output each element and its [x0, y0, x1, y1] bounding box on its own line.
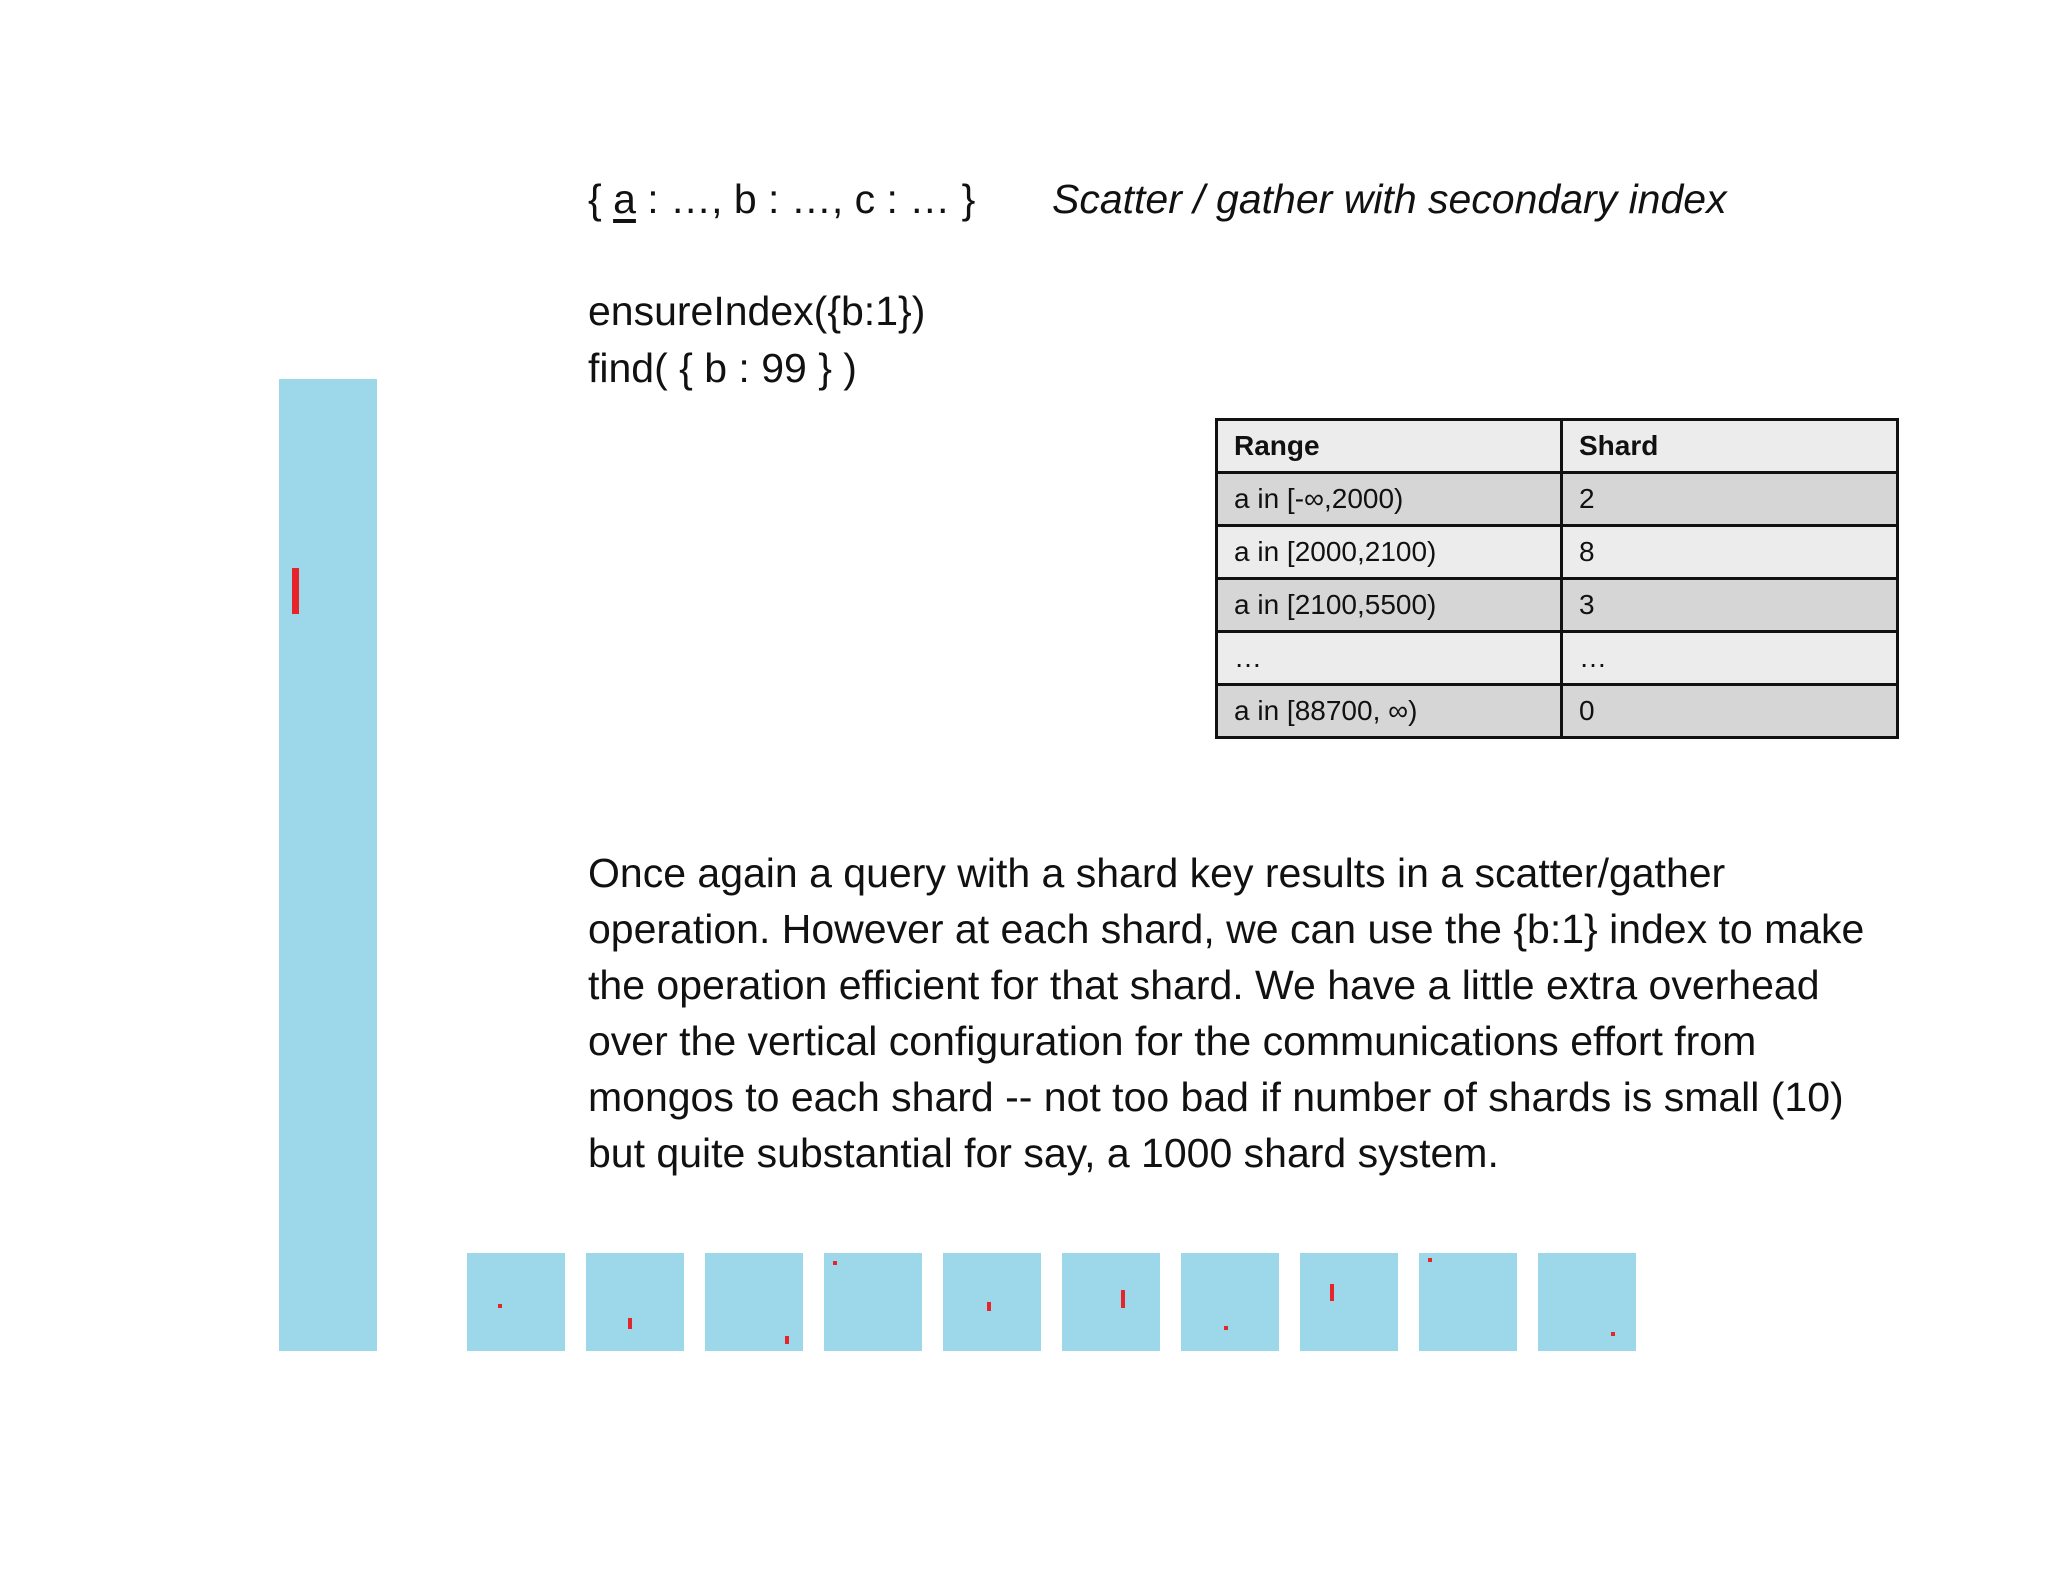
slide-title: Scatter / gather with secondary index	[1052, 176, 1727, 222]
schema-open: {	[588, 176, 614, 222]
shard-block-3	[705, 1253, 803, 1351]
matching-record-mark	[1428, 1258, 1432, 1262]
matching-record-mark	[1121, 1290, 1125, 1308]
table-row	[1217, 685, 1898, 738]
matching-record-mark	[987, 1302, 991, 1311]
matching-record-mark	[833, 1261, 837, 1265]
range-column-header: Range	[1217, 420, 1562, 473]
shard-block-2	[586, 1253, 684, 1351]
explanation-text: Once again a query with a shard key results in a scatter/gather operation. However at each shard, we can use the {b:1} index to make the operation efficient for that shard. We have a little extra overhead over the vertical configuration for the communications effort from mongos to each shard -- not too bad if number of shards is small (10) but quite substantial for say, a 1000 shard system.	[588, 850, 1865, 1176]
range-cell: a in [2100,5500)	[1217, 579, 1562, 632]
range-cell: a in [88700, ∞)	[1217, 685, 1562, 738]
shard-block-9	[1419, 1253, 1517, 1351]
matching-record-mark	[628, 1318, 632, 1329]
vertical-server-block	[279, 379, 377, 1351]
matching-record-mark	[785, 1336, 789, 1344]
shard-block-5	[943, 1253, 1041, 1351]
table-row	[1217, 632, 1898, 685]
ensure-index-code: ensureIndex({b:1})	[588, 288, 926, 334]
range-cell: …	[1217, 632, 1562, 685]
table-header-row	[1217, 420, 1898, 473]
matching-record-mark	[498, 1304, 502, 1308]
shard-cell: 8	[1562, 526, 1898, 579]
shard-range-table	[1215, 418, 1899, 739]
matching-record-mark	[292, 568, 299, 614]
table-row	[1217, 526, 1898, 579]
shard-cell: 2	[1562, 473, 1898, 526]
schema-rest: : …, b : …, c : … }	[635, 176, 976, 222]
shard-block-7	[1181, 1253, 1279, 1351]
shard-column-header: Shard	[1562, 420, 1898, 473]
matching-record-mark	[1611, 1332, 1615, 1336]
shard-cell: …	[1562, 632, 1898, 685]
range-cell: a in [2000,2100)	[1217, 526, 1562, 579]
find-query-code: find( { b : 99 } )	[588, 345, 857, 391]
shard-cell: 3	[1562, 579, 1898, 632]
document-schema	[588, 176, 975, 223]
table-row	[1217, 473, 1898, 526]
range-cell: a in [-∞,2000)	[1217, 473, 1562, 526]
matching-record-mark	[1224, 1326, 1228, 1330]
matching-record-mark	[1330, 1284, 1334, 1301]
shard-key-field: a	[613, 176, 636, 222]
shard-block-1	[467, 1253, 565, 1351]
shard-block-10	[1538, 1253, 1636, 1351]
shard-block-6	[1062, 1253, 1160, 1351]
shard-cell: 0	[1562, 685, 1898, 738]
shard-block-4	[824, 1253, 922, 1351]
table-row	[1217, 579, 1898, 632]
shard-block-8	[1300, 1253, 1398, 1351]
